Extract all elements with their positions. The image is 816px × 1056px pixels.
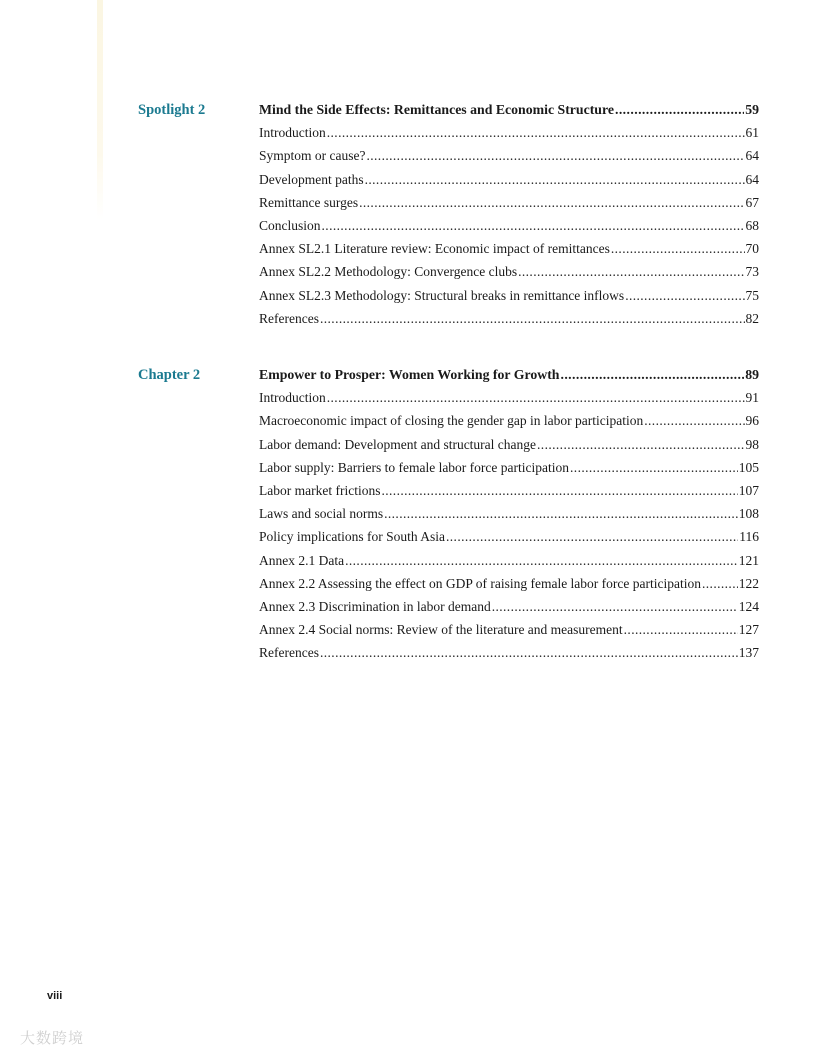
entry-title: Introduction <box>259 390 326 406</box>
toc-entry[interactable] <box>259 527 759 550</box>
entry-title: Annex SL2.1 Literature review: Economic impact of remittances <box>259 241 610 257</box>
entry-page: 137 <box>738 645 759 661</box>
toc-entry[interactable] <box>259 170 759 193</box>
leader-dots <box>320 643 738 663</box>
entry-page: 73 <box>745 264 759 280</box>
entry-title: Symptom or cause? <box>259 148 366 164</box>
toc-entry-heading[interactable] <box>259 365 759 388</box>
entry-page: 82 <box>745 310 759 326</box>
toc-entry[interactable] <box>259 388 759 411</box>
toc-entry[interactable] <box>259 643 759 666</box>
leader-dots <box>537 435 744 455</box>
watermark: 大数跨境 <box>20 1029 85 1047</box>
toc-entry[interactable] <box>259 309 759 332</box>
leader-dots <box>366 146 744 166</box>
leader-dots <box>381 481 737 501</box>
entry-page: 107 <box>738 482 759 498</box>
entry-title: Annex 2.2 Assessing the effect on GDP of raising female labor force participation <box>259 575 701 591</box>
entry-title: Macroeconomic impact of closing the gender gap in labor participation <box>259 413 644 429</box>
toc-entry[interactable] <box>259 504 759 527</box>
entry-page: 98 <box>745 436 759 452</box>
leader-dots <box>327 123 745 143</box>
entry-title: Development paths <box>259 171 364 187</box>
leader-dots <box>327 388 745 408</box>
leader-dots <box>384 504 738 524</box>
leader-dots <box>320 309 745 329</box>
leader-dots <box>560 365 744 385</box>
entry-title: Empower to Prosper: Women Working for Growth <box>259 367 560 382</box>
toc-entries <box>259 100 759 332</box>
leader-dots <box>492 597 738 617</box>
toc-entry[interactable] <box>259 216 759 239</box>
toc-entry[interactable] <box>259 411 759 434</box>
leader-dots <box>365 170 745 190</box>
toc-entry[interactable] <box>259 286 759 309</box>
entry-title: Conclusion <box>259 217 321 233</box>
page-edge-tint <box>97 0 103 220</box>
leader-dots <box>446 527 738 547</box>
toc-entry-heading[interactable] <box>259 100 759 123</box>
toc-entry[interactable] <box>259 435 759 458</box>
toc-entry[interactable] <box>259 574 759 597</box>
entry-page: 127 <box>738 622 759 638</box>
entry-title: Annex SL2.2 Methodology: Convergence clubs <box>259 264 518 280</box>
entry-title: Labor demand: Development and structural change <box>259 436 537 452</box>
entry-title: Laws and social norms <box>259 506 384 522</box>
entry-page: 64 <box>745 171 759 187</box>
entry-title: Annex 2.3 Discrimination in labor demand <box>259 598 491 614</box>
toc-entry[interactable] <box>259 551 759 574</box>
entry-page: 105 <box>738 459 759 475</box>
page-number: viii <box>47 990 63 1002</box>
toc-entry[interactable] <box>259 239 759 262</box>
entry-title: Introduction <box>259 125 326 141</box>
toc-entry[interactable] <box>259 620 759 643</box>
leader-dots <box>625 286 744 306</box>
entry-title: Labor supply: Barriers to female labor force participation <box>259 459 570 475</box>
section-label: Chapter 2 <box>138 367 201 383</box>
entry-page: 108 <box>738 506 759 522</box>
toc-entry[interactable] <box>259 193 759 216</box>
toc-entries <box>259 365 759 666</box>
leader-dots <box>624 620 738 640</box>
leader-dots <box>345 551 738 571</box>
entry-page: 121 <box>738 552 759 568</box>
entry-page: 122 <box>738 575 759 591</box>
entry-title: Annex 2.1 Data <box>259 552 345 568</box>
entry-title: Remittance surges <box>259 194 359 210</box>
entry-page: 59 <box>745 102 759 117</box>
entry-title: Annex SL2.3 Methodology: Structural breaks in remittance inflows <box>259 287 625 303</box>
entry-title: Policy implications for South Asia <box>259 529 445 545</box>
leader-dots <box>644 411 744 431</box>
leader-dots <box>570 458 738 478</box>
toc-entry[interactable] <box>259 146 759 169</box>
entry-page: 116 <box>739 529 759 545</box>
entry-page: 70 <box>745 241 759 257</box>
toc-entry[interactable] <box>259 262 759 285</box>
toc-entry[interactable] <box>259 123 759 146</box>
leader-dots <box>322 216 745 236</box>
entry-page: 124 <box>738 598 759 614</box>
entry-title: References <box>259 310 319 326</box>
toc-entry[interactable] <box>259 597 759 620</box>
entry-page: 67 <box>745 194 759 210</box>
toc-entry[interactable] <box>259 481 759 504</box>
section-label: Spotlight 2 <box>138 102 206 118</box>
entry-page: 61 <box>745 125 759 141</box>
entry-page: 91 <box>745 390 759 406</box>
entry-page: 89 <box>745 367 759 382</box>
entry-title: Labor market frictions <box>259 482 381 498</box>
entry-title: Annex 2.4 Social norms: Review of the literature and measurement <box>259 622 623 638</box>
entry-title: Mind the Side Effects: Remittances and Economic Structure <box>259 102 614 117</box>
leader-dots <box>702 574 738 594</box>
leader-dots <box>615 100 744 120</box>
leader-dots <box>518 262 744 282</box>
entry-page: 75 <box>745 287 759 303</box>
entry-page: 96 <box>745 413 759 429</box>
entry-title: References <box>259 645 319 661</box>
entry-page: 64 <box>745 148 759 164</box>
toc-entry[interactable] <box>259 458 759 481</box>
leader-dots <box>359 193 744 213</box>
leader-dots <box>611 239 745 259</box>
entry-page: 68 <box>745 217 759 233</box>
